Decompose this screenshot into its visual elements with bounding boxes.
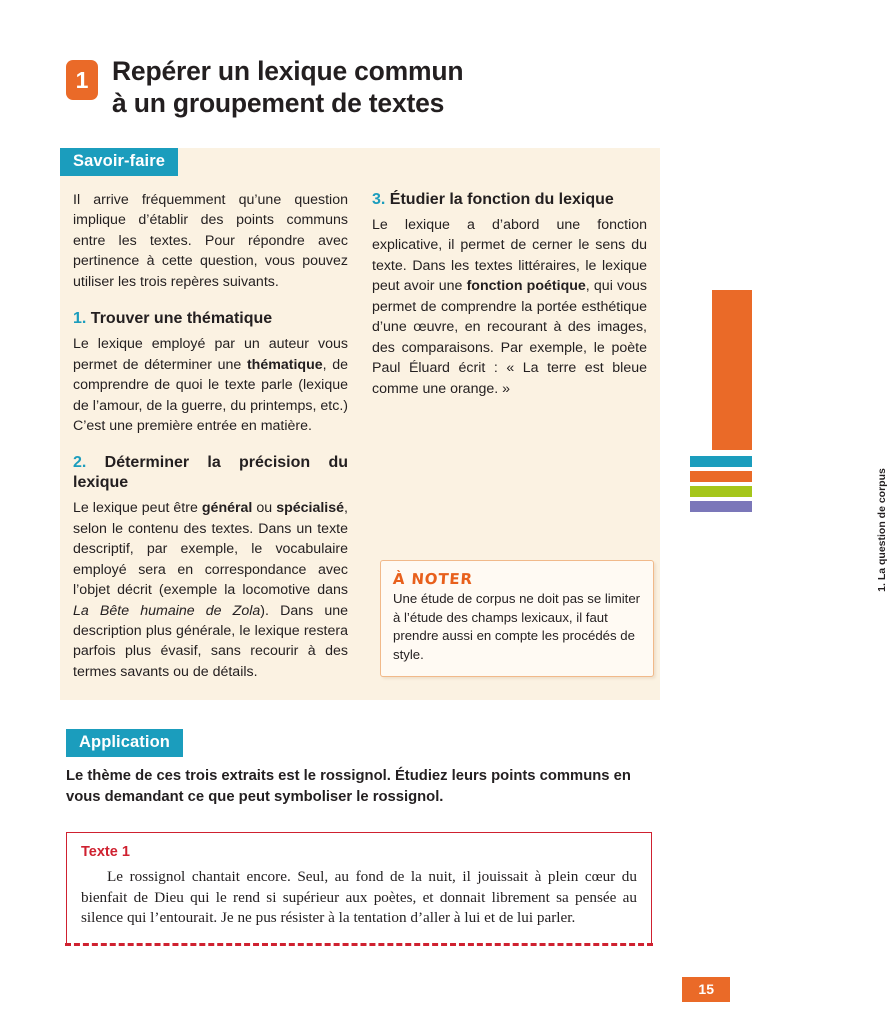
- method-column-left: [73, 190, 348, 682]
- s1-text-b: , de comprendre de quoi le texte parle (lexique de l’amour, de la guerre, du printemps, etc.) C’est une première entrée en matière.: [73, 356, 348, 434]
- s2-text-c: ). Dans une description plus générale, le lexique restera parfois plus évasif, sans recourir à des termes savants ou de détails.: [73, 602, 348, 680]
- a-noter-callout: [380, 560, 654, 677]
- side-bar-green: [690, 486, 752, 497]
- page-title: [112, 56, 463, 120]
- s2-italic-zola: La Bête humaine de Zola: [73, 602, 261, 619]
- side-bar-orange: [690, 471, 752, 482]
- s3-bold-fonction-poetique: fonction poétique: [466, 278, 586, 295]
- texte-1-box: [66, 832, 652, 943]
- side-bar-teal: [690, 456, 752, 467]
- page-number-badge: 15: [682, 977, 730, 1002]
- s2-text-mid: ou: [252, 500, 277, 517]
- page-title-line-2: à un groupement de textes: [112, 87, 445, 118]
- method-section-3-title: Étudier la fonction du lexique: [389, 191, 614, 208]
- texte-1-title: Texte 1: [81, 844, 130, 860]
- side-tab-chapter-label: 1. La question de corpus: [876, 468, 888, 592]
- s1-text-a: Le lexique employé par un auteur vous permet de déterminer une: [73, 336, 348, 373]
- method-section-1-heading: [73, 309, 348, 329]
- section-number-badge: 1: [66, 60, 98, 100]
- side-tab-method-label: MÉTHODE: [759, 490, 777, 570]
- method-section-2-title: Déterminer la précision du lexique: [73, 454, 348, 492]
- savoir-faire-panel: [60, 148, 660, 700]
- s3-text-a: Le lexique a d’abord une fonction explicative, il permet de cerner le sens du texte. Dans les textes littéraires, le lexique peut avoir une: [372, 217, 647, 295]
- a-noter-body: Une étude de corpus ne doit pas se limiter à l’étude des champs lexicaux, il faut prendre aussi en compte les procédés de style.: [393, 591, 641, 663]
- method-section-3-heading: [372, 190, 647, 210]
- method-section-3-number: 3.: [372, 191, 386, 208]
- savoir-faire-badge: Savoir-faire: [60, 148, 178, 176]
- page-title-row: [66, 56, 463, 120]
- method-section-3-body: [372, 215, 647, 399]
- method-section-2-body: [73, 498, 348, 682]
- method-section-1-body: [73, 334, 348, 436]
- application-prompt: Le thème de ces trois extraits est le rossignol. Étudiez leurs points communs en vous demandant ce que peut symboliser le rossignol.: [66, 768, 631, 805]
- s2-text-b: , selon le contenu des textes. Dans un texte descriptif, par exemple, le vocabulaire employé sera en correspondance avec l’objet décrit (exemple la locomotive dans: [73, 500, 348, 599]
- method-section-2-number: 2.: [73, 454, 87, 472]
- s2-bold-general: général: [201, 500, 253, 517]
- texte-1-body: Le rossignol chantait encore. Seul, au fond de la nuit, il jouissait à plein cœur du bienfait de Dieu qui le rend si supérieur aux poètes, et donnait librement sa pensée au silence qui l’entourait. Je ne pus résister à la tentation d’aller à lui et de lui parler.: [81, 868, 637, 927]
- method-intro-paragraph: Il arrive fréquemment qu’une question implique d’établir des points communs entre les textes. Pour répondre avec pertinence à cette question, vous pouvez utiliser les trois repères suivants.: [73, 192, 348, 290]
- side-bar-purple: [690, 501, 752, 512]
- s2-bold-specialise: spécialisé: [276, 500, 345, 517]
- side-color-bars: [690, 456, 752, 516]
- page-title-line-1: Repérer un lexique commun: [112, 56, 464, 86]
- s3-text-b: , qui vous permet de comprendre la portée esthétique d’une œuvre, en recourant à des images, des comparaisons. Par exemple, le poète Paul Éluard écrit : « La terre est bleue comme une orange. »: [372, 278, 647, 397]
- a-noter-title: À NOTER: [392, 570, 474, 588]
- s1-bold-thematique: thématique: [246, 356, 323, 373]
- application-badge: Application: [66, 729, 183, 757]
- method-section-1-number: 1.: [73, 310, 87, 328]
- s2-text-a: Le lexique peut être: [73, 500, 202, 517]
- method-section-2-heading: [73, 453, 348, 493]
- method-section-1-title: Trouver une thématique: [90, 310, 273, 328]
- method-side-tab: [712, 290, 777, 570]
